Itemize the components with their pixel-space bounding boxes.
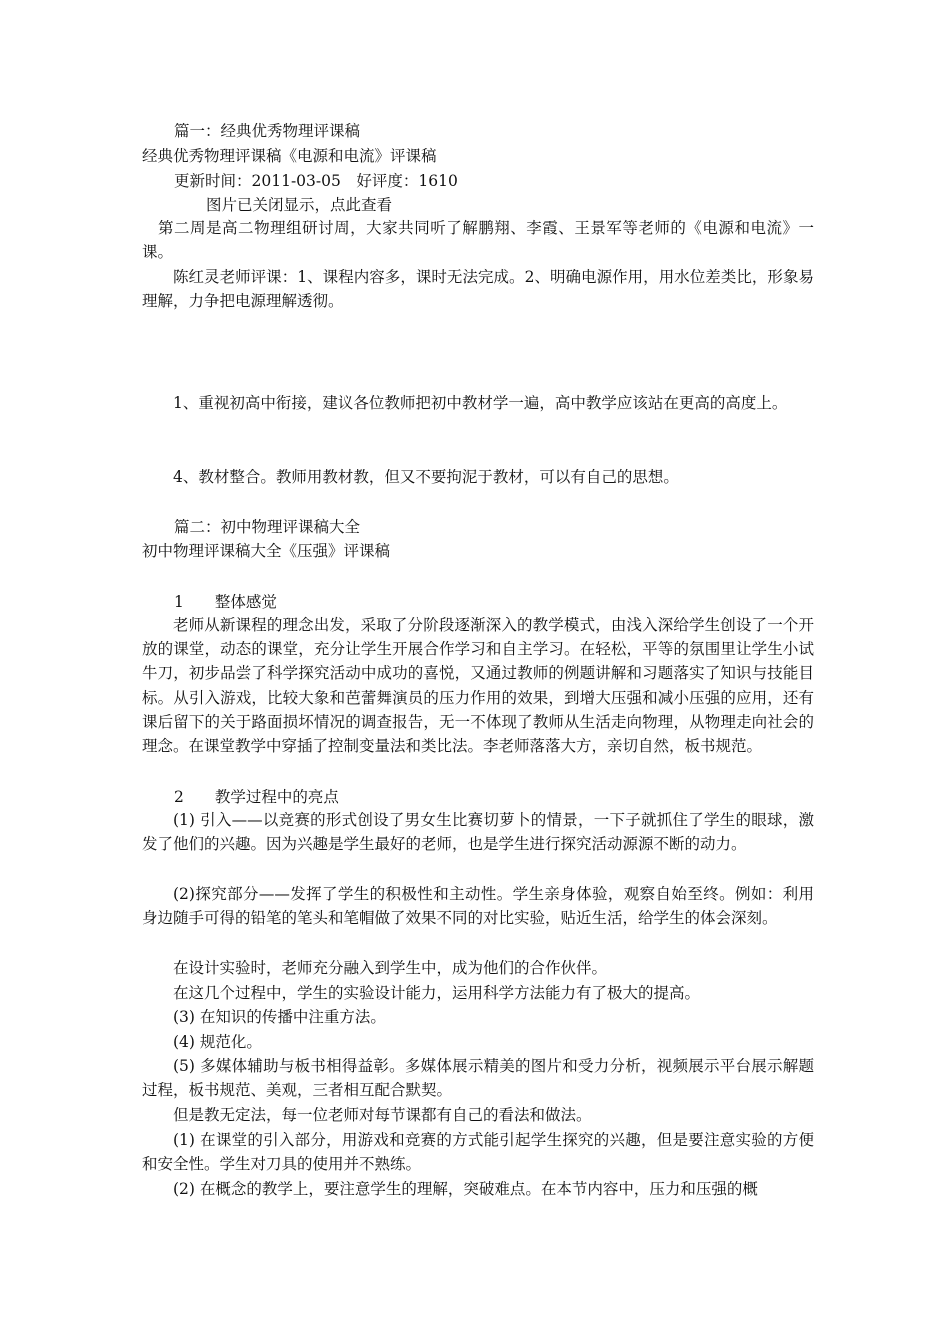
process-note-paragraph: 在这几个过程中，学生的实验设计能力，运用科学方法能力有了极大的提高。 (173, 984, 701, 1002)
point-1-paragraph: 1、重视初高中衔接，建议各位教师把初中教材学一遍，高中教学应该站在更高的高度上。 (173, 394, 788, 412)
intro-paragraph: 第二周是高二物理组研讨周，大家共同听了解鹏翔、李霞、王景军等老师的《电源和电流》一课。 (142, 219, 814, 262)
part1-subtitle: 经典优秀物理评课稿《电源和电流》评课稿 (142, 147, 437, 165)
highlight-4-paragraph: (4) 规范化。 (173, 1033, 262, 1051)
part2-heading: 篇二：初中物理评课稿大全 (174, 518, 361, 536)
highlight-3-paragraph: (3) 在知识的传播中注重方法。 (173, 1008, 386, 1026)
update-info: 更新时间：2011-03-05 好评度：1610 (174, 172, 458, 190)
highlight-1-paragraph: (1) 引入——以竞赛的形式创设了男女生比赛切萝卜的情景，一下子就抓住了学生的眼球，激发了他们的兴趣。因为兴趣是学生最好的老师，也是学生进行探究活动源源不断的动力。 (142, 811, 814, 854)
part2-subtitle: 初中物理评课稿大全《压强》评课稿 (142, 542, 391, 560)
comment-chen-paragraph: 陈红灵老师评课：1、课程内容多，课时无法完成。2、明确电源作用，用水位差类比，形象易理解，力争把电源理解透彻。 (142, 268, 814, 311)
section-1-title: 1 整体感觉 (174, 593, 277, 611)
highlight-5-paragraph: (5) 多媒体辅助与板书相得益彰。多媒体展示精美的图片和受力分析，视频展示平台展示解题过程，板书规范、美观，三者相互配合默契。 (142, 1057, 814, 1100)
part1-heading: 篇一：经典优秀物理评课稿 (174, 122, 361, 140)
however-paragraph: 但是教无定法，每一位老师对每节课都有自己的看法和做法。 (173, 1106, 592, 1124)
section-1-body: 老师从新课程的理念出发，采取了分阶段逐渐深入的教学模式，由浅入深给学生创设了一个开放的课堂，动态的课堂，充分让学生开展合作学习和自主学习。在轻松，平等的氛围里让学生小试牛刀，初步品尝了科学探究活动中成功的喜悦，又通过教师的例题讲解和习题落实了知识与技能目标。从引入游戏，比较大象和芭蕾舞演员的压力作用的效果，到增大压强和减小压强的应用，还有课后留下的关于路面损坏情况的调查报告，无一不体现了教师从生活走向物理，从物理走向社会的理念。在课堂教学中穿插了控制变量法和类比法。李老师落落大方，亲切自然，板书规范。 (142, 616, 814, 756)
point-4-paragraph: 4、教材整合。教师用教材教，但又不要拘泥于教材，可以有自己的思想。 (173, 468, 679, 486)
suggestion-1-paragraph: (1) 在课堂的引入部分，用游戏和竞赛的方式能引起学生探究的兴趣，但是要注意实验的方便和安全性。学生对刀具的使用并不熟练。 (142, 1131, 814, 1174)
design-note-paragraph: 在设计实验时，老师充分融入到学生中，成为他们的合作伙伴。 (173, 959, 608, 977)
suggestion-2-paragraph: (2) 在概念的教学上，要注意学生的理解，突破难点。在本节内容中，压力和压强的概 (173, 1180, 758, 1198)
highlight-2-paragraph: (2)探究部分——发挥了学生的积极性和主动性。学生亲身体验，观察自始至终。例如：利用身边随手可得的铅笔的笔头和笔帽做了效果不同的对比实验，贴近生活，给学生的体会深刻。 (142, 885, 814, 928)
section-2-title: 2 教学过程中的亮点 (174, 788, 339, 806)
image-notice-link[interactable]: 图片已关闭显示，点此查看 (206, 196, 393, 214)
